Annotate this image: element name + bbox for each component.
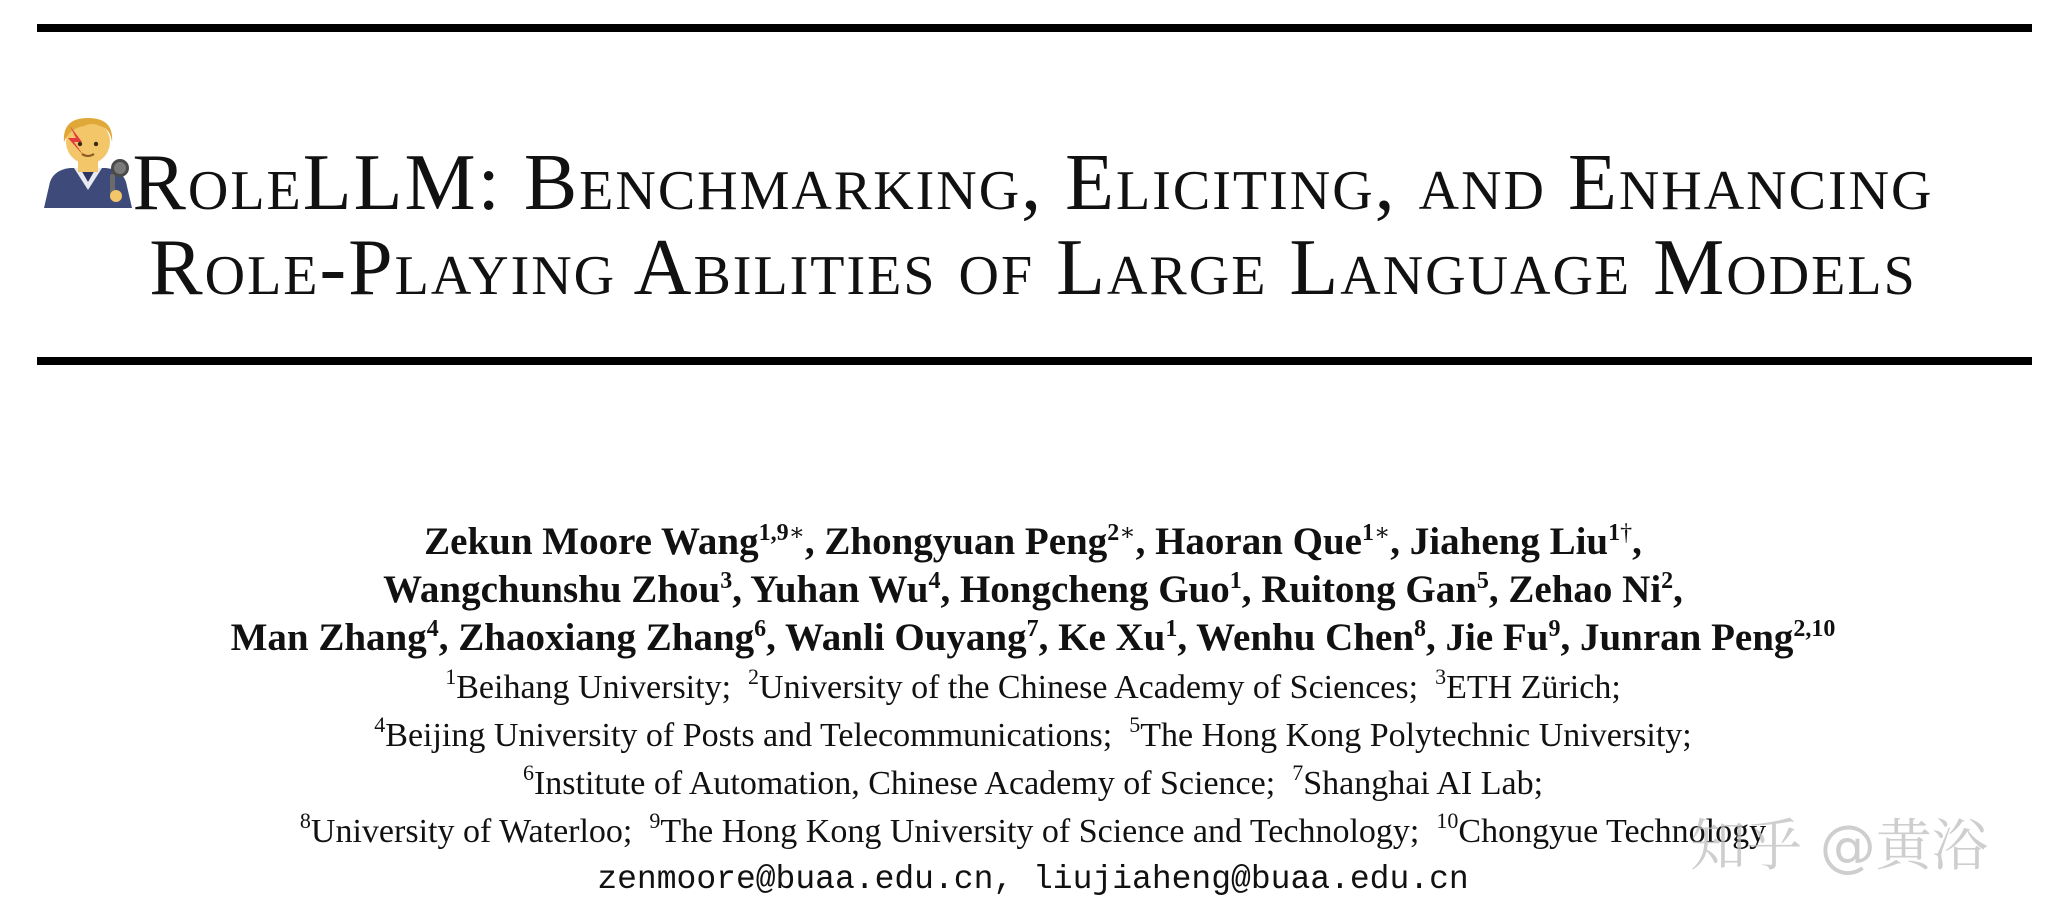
author-name: Man Zhang: [230, 616, 427, 659]
author-affiliation-marker: 2: [1661, 568, 1674, 594]
affiliation-number: 10: [1436, 808, 1459, 833]
author-separator: ,: [438, 616, 459, 659]
top-rule: [37, 24, 2032, 32]
author-separator: ,: [1632, 520, 1642, 563]
author-separator: ,: [1560, 616, 1580, 659]
author-affiliation-marker: 1: [1165, 616, 1178, 642]
paper-title-line-1: RoleLLM: Benchmarking, Eliciting, and Enhancing: [132, 139, 1934, 227]
affiliation-number: 2: [748, 664, 760, 689]
author-name: Zekun Moore Wang: [424, 520, 759, 563]
affiliation-number: 1: [445, 664, 457, 689]
affiliation-name: Chongyue Technology: [1458, 813, 1767, 850]
author-name: Haoran Que: [1155, 520, 1362, 563]
author-separator: ,: [1488, 568, 1509, 611]
author-affiliation-marker: 1,9: [758, 520, 789, 546]
author-separator: ,: [1673, 568, 1683, 611]
author-name: Wangchunshu Zhou: [383, 568, 721, 611]
affiliation-name: Institute of Automation, Chinese Academy of Science;: [533, 765, 1276, 802]
paper-title-line-2: Role-Playing Abilities of Large Language Models: [149, 224, 1917, 312]
affiliation-line: [0, 664, 2066, 712]
author-name: Wenhu Chen: [1196, 616, 1415, 659]
author-affiliation-marker: 2,10: [1793, 616, 1836, 642]
author-affiliation-marker: 1: [1608, 520, 1621, 546]
author-name: Zhaoxiang Zhang: [458, 616, 755, 659]
author-affiliation-marker: 4: [426, 616, 439, 642]
author-affiliation-marker: 1: [1361, 520, 1374, 546]
affiliation-name: University of Waterloo;: [310, 813, 633, 850]
contact-emails: zenmoore@buaa.edu.cn, liujiaheng@buaa.edu.cn: [597, 861, 1469, 898]
affiliation-name: Shanghai AI Lab;: [1303, 765, 1544, 802]
author-affiliation-marker: 1: [1229, 568, 1242, 594]
affiliation-number: 6: [522, 760, 534, 785]
author-affiliation-marker: 8: [1414, 616, 1427, 642]
author-line: [0, 518, 2066, 566]
author-note-marker: ∗: [1373, 520, 1391, 546]
affiliation-name: The Hong Kong Polytechnic University;: [1140, 717, 1692, 754]
affiliation-name: Beihang University;: [456, 669, 732, 706]
affiliation-number: 7: [1292, 760, 1304, 785]
author-name: Zehao Ni: [1508, 568, 1662, 611]
author-affiliation-marker: 6: [754, 616, 767, 642]
author-separator: ,: [940, 568, 960, 611]
author-line: [0, 566, 2066, 614]
author-note-marker: ∗: [1119, 520, 1136, 546]
author-affiliation-marker: 2: [1107, 520, 1120, 546]
watermark: 知乎 @黄浴: [1690, 814, 1988, 879]
affiliation-name: ETH Zürich;: [1446, 669, 1621, 706]
author-note-marker: ∗: [788, 520, 805, 546]
affiliation-number: 9: [649, 808, 661, 833]
author-name: Junran Peng: [1579, 616, 1794, 659]
affiliation-line: [0, 712, 2066, 760]
author-separator: ,: [1038, 616, 1059, 659]
author-separator: ,: [732, 568, 751, 611]
bottom-rule: [37, 357, 2032, 365]
author-name: Ke Xu: [1058, 616, 1166, 659]
author-separator: ,: [766, 616, 785, 659]
author-affiliation-marker: 4: [928, 568, 941, 594]
author-separator: ,: [1177, 616, 1197, 659]
affiliation-number: 8: [299, 808, 311, 833]
author-affiliation-marker: 3: [720, 568, 733, 594]
affiliation-name: The Hong Kong University of Science and Technology;: [660, 813, 1420, 850]
author-affiliation-marker: 5: [1476, 568, 1489, 594]
author-name: Wanli Ouyang: [784, 616, 1027, 659]
affiliation-name: University of the Chinese Academy of Sciences;: [759, 669, 1419, 706]
author-name: Ruitong Gan: [1261, 568, 1477, 611]
affiliation-number: 4: [374, 712, 386, 737]
author-affiliation-marker: 7: [1026, 616, 1039, 642]
affiliation-line: [0, 760, 2066, 808]
author-name: Jie Fu: [1445, 616, 1549, 659]
author-name: Yuhan Wu: [750, 568, 929, 611]
author-line: [0, 614, 2066, 662]
author-separator: ,: [1135, 520, 1156, 563]
author-note-marker: †: [1620, 520, 1633, 546]
author-separator: ,: [804, 520, 825, 563]
author-name: Jiaheng Liu: [1409, 520, 1609, 563]
author-separator: ,: [1241, 568, 1262, 611]
affiliation-number: 3: [1435, 664, 1447, 689]
author-separator: ,: [1390, 520, 1410, 563]
author-affiliation-marker: 9: [1548, 616, 1561, 642]
author-separator: ,: [1426, 616, 1446, 659]
affiliation-name: Beijing University of Posts and Telecommunications;: [385, 717, 1113, 754]
author-name: Zhongyuan Peng: [824, 520, 1108, 563]
affiliation-number: 5: [1129, 712, 1141, 737]
author-name: Hongcheng Guo: [959, 568, 1230, 611]
